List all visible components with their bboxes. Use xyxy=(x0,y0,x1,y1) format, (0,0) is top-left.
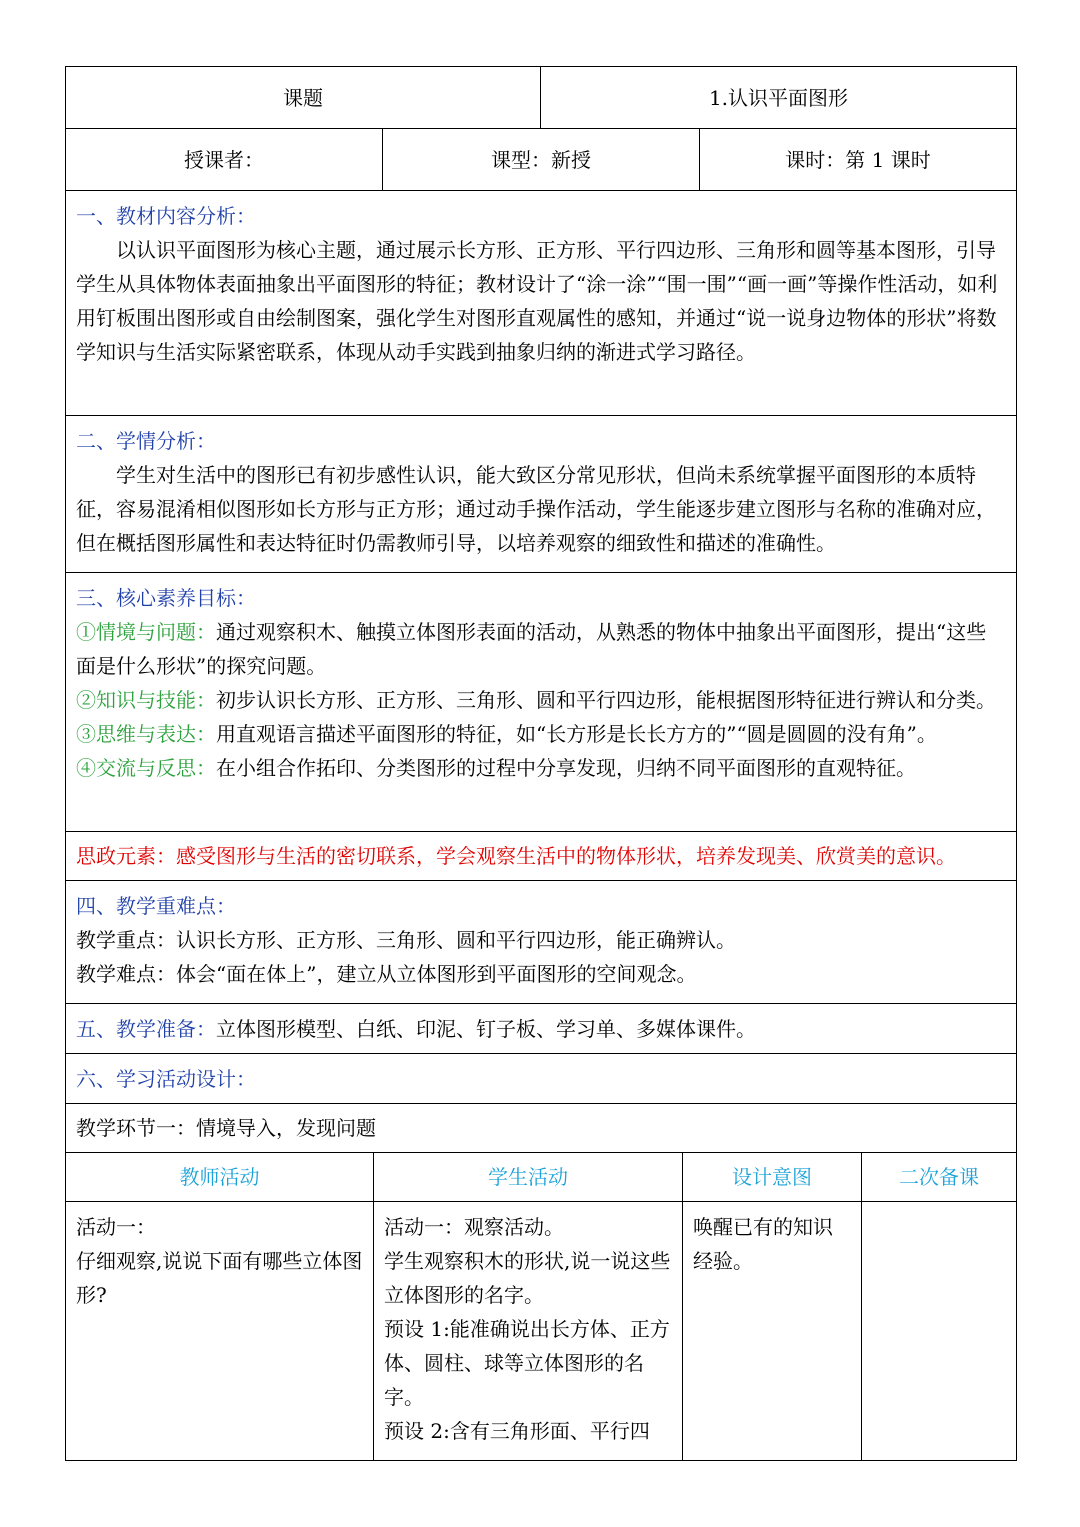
section-core-goals xyxy=(66,573,1017,832)
goal-2-label: ②知识与技能： xyxy=(76,688,216,712)
header-second-prep: 二次备课 xyxy=(862,1152,1017,1201)
topic-label: 课题 xyxy=(66,67,541,129)
goal-4 xyxy=(76,751,1006,785)
teacher-cell: 授课者： xyxy=(66,129,383,191)
activity-table xyxy=(65,1152,1017,1461)
section4-key: 教学重点：认识长方形、正方形、三角形、圆和平行四边形，能正确辨认。 xyxy=(76,928,736,952)
section4-difficulty: 教学难点：体会“面在体上”，建立从立体图形到平面图形的空间观念。 xyxy=(76,962,697,986)
header-teacher-activity: 教师活动 xyxy=(66,1152,374,1201)
goal-2 xyxy=(76,683,1006,717)
section1-body: 以认识平面图形为核心主题，通过展示长方形、正方形、平行四边形、三角形和圆等基本图形，引导学生从具体物体表面抽象出平面图形的特征；教材设计了“涂一涂”“围一围”“画一画”等操作性活动，如利用钉板围出图形或自由绘制图案，强化学生对图形直观属性的感知，并通过“说一说身边物体的形状”将数学知识与生活实际紧密联系，体现从动手实践到抽象归纳的渐进式学习路径。 xyxy=(76,238,998,364)
section-preparation xyxy=(66,1004,1017,1054)
section-student-analysis xyxy=(66,416,1017,573)
period-cell: 课时：第 1 课时 xyxy=(700,129,1017,191)
lesson-plan-table xyxy=(65,66,1017,1153)
section3-title: 三、核心素养目标： xyxy=(76,586,256,610)
topic-value: 1.认识平面图形 xyxy=(541,67,1017,129)
goal-3 xyxy=(76,717,1006,751)
lesson-plan-sheet xyxy=(65,66,1016,1461)
student-line-3: 预设 1:能准确说出长方体、正方体、圆柱、球等立体图形的名字。 xyxy=(384,1316,670,1409)
student-line-1: 活动一：观察活动。 xyxy=(384,1214,564,1239)
header-design-intent: 设计意图 xyxy=(683,1152,862,1201)
goal-3-label: ③思维与表达： xyxy=(76,722,216,746)
goal-1 xyxy=(76,615,1006,683)
teacher-line-2: 仔细观察,说说下面有哪些立体图形? xyxy=(76,1248,363,1307)
section5-text: 立体图形模型、白纸、印泥、钉子板、学习单、多媒体课件。 xyxy=(216,1016,756,1041)
section6-title: 六、学习活动设计： xyxy=(66,1054,1017,1104)
design-intent-cell xyxy=(683,1201,862,1460)
student-activity-cell xyxy=(374,1201,683,1460)
goal-4-label: ④交流与反思： xyxy=(76,756,216,780)
ideology-text: 感受图形与生活的密切联系，学会观察生活中的物体形状，培养发现美、欣赏美的意识。 xyxy=(176,844,956,868)
section1-title: 一、教材内容分析： xyxy=(76,204,256,228)
section-textbook-analysis xyxy=(66,191,1017,416)
section5-title: 五、教学准备： xyxy=(76,1016,216,1041)
stage-title: 教学环节一：情境导入，发现问题 xyxy=(66,1104,1017,1153)
goal-4-text: 在小组合作拓印、分类图形的过程中分享发现，归纳不同平面图形的直观特征。 xyxy=(216,756,916,780)
section-key-difficulty xyxy=(66,881,1017,1004)
student-line-2: 学生观察积木的形状,说一说这些立体图形的名字。 xyxy=(384,1248,671,1307)
student-line-4: 预设 2:含有三角形面、平行四 xyxy=(384,1418,650,1443)
design-intent-text: 唤醒已有的知识经验。 xyxy=(693,1214,833,1273)
section2-body: 学生对生活中的图形已有初步感性认识，能大致区分常见形状，但尚未系统掌握平面图形的本质特征，容易混淆相似图形如长方形与正方形；通过动手操作活动，学生能逐步建立图形与名称的准确对应，但在概括图形属性和表达特征时仍需教师引导，以培养观察的细致性和描述的准确性。 xyxy=(76,463,996,555)
ideology-element xyxy=(66,832,1017,881)
goal-3-text: 用直观语言描述平面图形的特征，如“长方形是长长方方的”“圆是圆圆的没有角”。 xyxy=(216,722,937,746)
lesson-type-cell: 课型：新授 xyxy=(383,129,700,191)
ideology-label: 思政元素： xyxy=(76,844,176,868)
second-prep-cell xyxy=(862,1201,1017,1460)
section4-title: 四、教学重难点： xyxy=(76,894,236,918)
section2-title: 二、学情分析： xyxy=(76,429,216,453)
goal-1-text: 通过观察积木、触摸立体图形表面的活动，从熟悉的物体中抽象出平面图形，提出“这些面是什么形状”的探究问题。 xyxy=(76,620,987,678)
header-student-activity: 学生活动 xyxy=(374,1152,683,1201)
teacher-line-1: 活动一： xyxy=(76,1214,156,1239)
goal-2-text: 初步认识长方形、正方形、三角形、圆和平行四边形，能根据图形特征进行辨认和分类。 xyxy=(216,688,996,712)
goal-1-label: ①情境与问题： xyxy=(76,620,216,644)
teacher-activity-cell xyxy=(66,1201,374,1460)
